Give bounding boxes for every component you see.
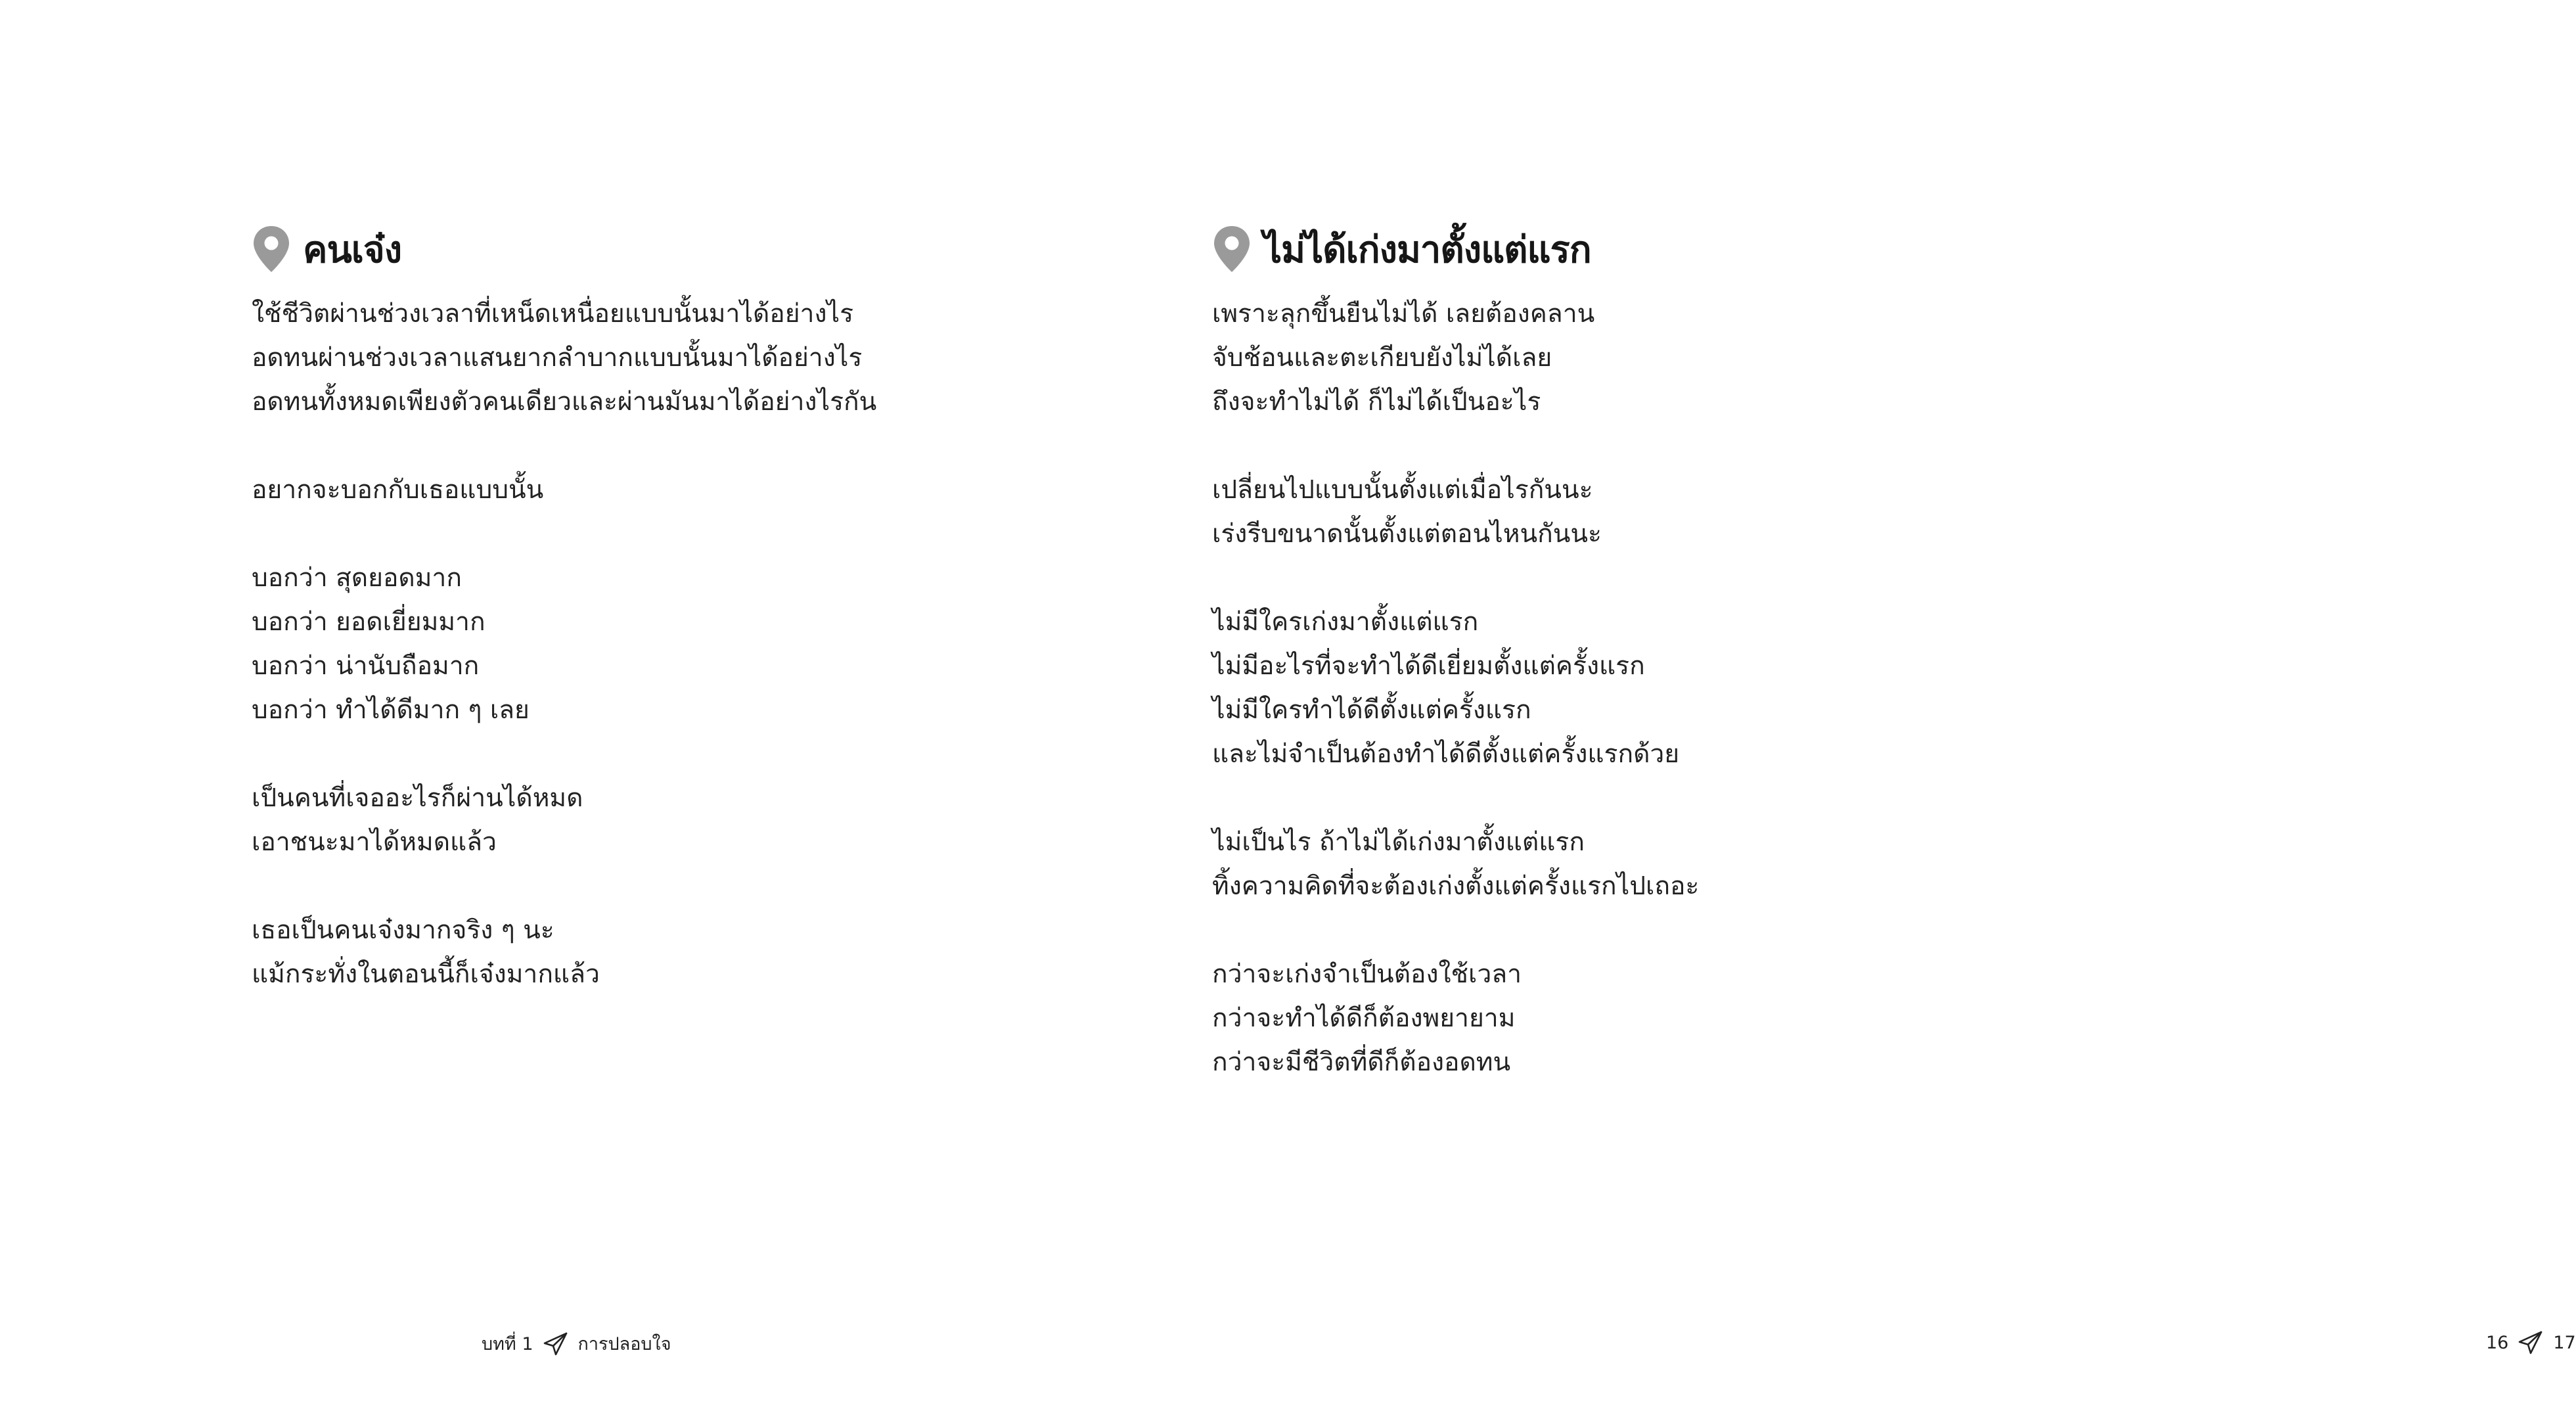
paper-plane-icon <box>543 1331 569 1357</box>
poem-line: กว่าจะเก่งจำเป็นต้องใช้เวลา <box>1212 959 1522 989</box>
poem-header <box>1212 221 1909 277</box>
page-number-right: 17 <box>2553 1332 2576 1353</box>
paper-plane-icon <box>2518 1329 2544 1356</box>
poem-line: อดทนผ่านช่วงเวลาแสนยากลำบากแบบนั้นมาได้อย่างไร <box>252 343 863 373</box>
location-pin-icon <box>1212 225 1252 273</box>
poem-line: ไม่มีใครเก่งมาตั้งแต่แรก <box>1212 607 1479 637</box>
poem-line: บอกว่า สุดยอดมาก <box>252 563 462 593</box>
stanza <box>252 292 909 424</box>
stanza <box>252 468 909 512</box>
poem-line: เป็นคนที่เจออะไรก็ผ่านได้หมด <box>252 783 583 813</box>
poem-line: กว่าจะมีชีวิตที่ดีก็ต้องอดทน <box>1212 1048 1511 1077</box>
stanza <box>1212 600 1909 776</box>
poem-line: เอาชนะมาได้หมดแล้ว <box>252 827 497 857</box>
poem-line: และไม่จำเป็นต้องทำได้ดีตั้งแต่ครั้งแรกด้วย <box>1212 739 1680 769</box>
stanza <box>252 556 909 732</box>
stanza <box>1212 468 1909 556</box>
poem-title: คนเจ๋ง <box>303 228 402 271</box>
page-number-footer <box>2486 1329 2576 1356</box>
chapter-title: การปลอบใจ <box>577 1334 671 1354</box>
page-number-left: 16 <box>2486 1332 2509 1353</box>
left-page <box>0 0 985 1428</box>
poem-line: เปลี่ยนไปแบบนั้นตั้งแต่เมื่อไรกันนะ <box>1212 475 1593 505</box>
poem-line: แม้กระทั่งในตอนนี้ก็เจ๋งมากแล้ว <box>252 959 600 989</box>
poem-line: ใช้ชีวิตผ่านช่วงเวลาที่เหน็ดเหนื่อยแบบนั้นมาได้อย่างไร <box>252 299 854 329</box>
stanza <box>1212 952 1909 1084</box>
poem-line: อดทนทั้งหมดเพียงตัวคนเดียวและผ่านมันมาได้อย่างไรกัน <box>252 387 877 417</box>
poem-left <box>252 221 909 1040</box>
location-pin-icon <box>252 225 291 273</box>
poem-line: ถึงจะทำไม่ได้ ก็ไม่ได้เป็นอะไร <box>1212 387 1541 417</box>
poem-line: เธอเป็นคนเจ๋งมากจริง ๆ นะ <box>252 915 554 945</box>
stanza <box>252 776 909 864</box>
poem-line: อยากจะบอกกับเธอแบบนั้น <box>252 475 544 505</box>
poem-title: ไม่ได้เก่งมาตั้งแต่แรก <box>1263 228 1591 271</box>
right-page <box>985 0 2576 1428</box>
stanza <box>252 908 909 996</box>
poem-line: เร่งรีบขนาดนั้นตั้งแต่ตอนไหนกันนะ <box>1212 519 1602 549</box>
poem-line: บอกว่า น่านับถือมาก <box>252 651 480 681</box>
poem-header <box>252 221 909 277</box>
poem-line: กว่าจะทำได้ดีก็ต้องพยายาม <box>1212 1003 1516 1033</box>
poem-line: บอกว่า ทำได้ดีมาก ๆ เลย <box>252 695 530 725</box>
chapter-number: บทที่ 1 <box>482 1334 533 1354</box>
poem-line: ไม่มีใครทำได้ดีตั้งแต่ครั้งแรก <box>1212 695 1531 725</box>
poem-right <box>1212 221 1909 1128</box>
poem-line: ไม่เป็นไร ถ้าไม่ได้เก่งมาตั้งแต่แรก <box>1212 827 1585 857</box>
poem-line: เพราะลุกขึ้นยืนไม่ได้ เลยต้องคลาน <box>1212 299 1595 329</box>
chapter-footer <box>482 1329 671 1358</box>
poem-line: ทิ้งความคิดที่จะต้องเก่งตั้งแต่ครั้งแรกไปเถอะ <box>1212 871 1700 901</box>
poem-body <box>1212 292 1909 1084</box>
poem-line: ไม่มีอะไรที่จะทำได้ดีเยี่ยมตั้งแต่ครั้งแรก <box>1212 651 1645 681</box>
poem-line: บอกว่า ยอดเยี่ยมมาก <box>252 607 486 637</box>
stanza <box>1212 820 1909 908</box>
poem-line: จับช้อนและตะเกียบยังไม่ได้เลย <box>1212 343 1552 373</box>
poem-body <box>252 292 909 996</box>
stanza <box>1212 292 1909 424</box>
